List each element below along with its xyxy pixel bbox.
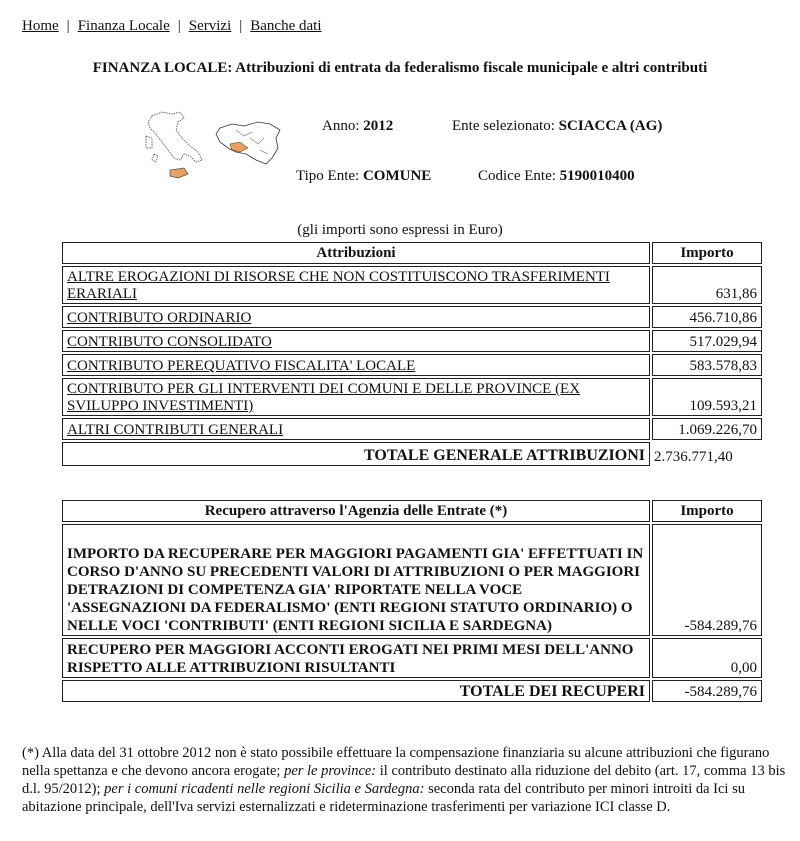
attribuzione-link[interactable]: ALTRE EROGAZIONI DI RISORSE CHE NON COSTITUISCONO TRASFERIMENTI ERARIALI [67, 269, 610, 302]
table-row [62, 638, 762, 678]
table-row [62, 378, 762, 416]
header-recupero: Recupero attraverso l'Agenzia delle Entrate (*) [62, 500, 650, 522]
table-row [62, 306, 762, 328]
attribuzione-link[interactable]: CONTRIBUTO PEREQUATIVO FISCALITA' LOCALE [67, 358, 416, 374]
amount-cell: 109.593,21 [652, 378, 762, 416]
header-importo: Importo [652, 242, 762, 264]
nav-home-link[interactable]: Home [22, 18, 59, 34]
total-amount: -584.289,76 [652, 680, 762, 702]
header-attribuzioni: Attribuzioni [62, 242, 650, 264]
italy-map-icon [146, 112, 202, 162]
total-label: TOTALE GENERALE ATTRIBUZIONI [62, 442, 650, 466]
total-label: TOTALE DEI RECUPERI [62, 680, 650, 702]
sicily-map-icon [216, 122, 280, 164]
nav-separator: | [66, 18, 70, 34]
nav-separator: | [177, 18, 181, 34]
region-maps [140, 108, 285, 188]
anno-info [322, 118, 393, 135]
nav-banche-dati-link[interactable]: Banche dati [250, 18, 322, 34]
footnote-part3: seconda rata del contributo per minori introiti da Ici su abitazione principale, dell'Iva servizi esternalizzati e rideterminazione trasferimenti per variazione ICI classe D. [22, 781, 745, 815]
recuperi-table [60, 498, 764, 704]
anno-label: Anno: [322, 118, 360, 134]
ente-label: Ente selezionato: [452, 118, 555, 134]
table-row [62, 330, 762, 352]
footnote-italic2: per i comuni ricadenti nelle regioni Sicilia e Sardegna: [104, 781, 425, 797]
table-header-row [62, 242, 762, 264]
codice-label: Codice Ente: [478, 168, 556, 184]
anno-value: 2012 [363, 118, 394, 134]
attribuzione-link[interactable]: CONTRIBUTO CONSOLIDATO [67, 334, 272, 350]
footnote-part2: il contributo destinato alla riduzione del debito (art. 17, comma 13 bis d.l. 95/2012); [22, 763, 786, 797]
table-row [62, 418, 762, 440]
tipo-value: COMUNE [362, 168, 432, 184]
total-row [62, 442, 762, 466]
tipo-label: Tipo Ente: [296, 168, 360, 184]
amount-cell: 517.029,94 [652, 330, 762, 352]
amount-cell: -584.289,76 [652, 524, 762, 636]
recupero-desc: IMPORTO DA RECUPERARE PER MAGGIORI PAGAMENTI GIA' EFFETTUATI IN CORSO D'ANNO SU PRECEDENTI VALORI DI ATTRIBUZIONI O PER MAGGIORI DETRAZIONI DI COMPETENZA GIA' RIPORTATE NELLA VOCE 'ASSEGNAZIONI DA FEDERALISMO' (ENTI REGIONI STATUTO ORDINARIO) O NELLE VOCI 'CONTRIBUTI' (ENTI REGIONI SICILIA E SARDEGNA) [62, 524, 650, 636]
attribuzione-link[interactable]: CONTRIBUTO PER GLI INTERVENTI DEI COMUNI E DELLE PROVINCE (EX SVILUPPO INVESTIMENTI) [67, 381, 581, 414]
amount-cell: 456.710,86 [652, 306, 762, 328]
top-nav [22, 18, 322, 35]
tipo-info [296, 168, 431, 185]
amount-cell: 1.069.226,70 [652, 418, 762, 440]
codice-info [478, 168, 635, 185]
page-title: FINANZA LOCALE: Attribuzioni di entrata da federalismo fiscale municipale e altri contributi [92, 60, 708, 76]
header-importo: Importo [652, 500, 762, 522]
attribuzioni-table [60, 240, 764, 468]
amount-cell: 631,86 [652, 266, 762, 304]
total-amount: 2.736.771,40 [654, 449, 733, 465]
attribuzione-link[interactable]: CONTRIBUTO ORDINARIO [67, 310, 252, 326]
footnote [22, 744, 792, 816]
ente-info [452, 118, 662, 135]
table-row [62, 524, 762, 636]
footnote-italic1: per le province: [284, 763, 377, 779]
nav-finanza-locale-link[interactable]: Finanza Locale [77, 18, 170, 34]
nav-servizi-link[interactable]: Servizi [188, 18, 232, 34]
attribuzione-link[interactable]: ALTRI CONTRIBUTI GENERALI [67, 422, 284, 438]
table-row [62, 354, 762, 376]
recupero-desc: RECUPERO PER MAGGIORI ACCONTI EROGATI NEI PRIMI MESI DELL'ANNO RISPETTO ALLE ATTRIBUZIONI RISULTANTI [62, 638, 650, 678]
euro-note: (gli importi sono espressi in Euro) [297, 222, 503, 238]
footnote-part1: (*) Alla data del 31 ottobre 2012 non è stato possibile effettuare la compensazione finanziaria su alcune attribuzioni che figurano nella spettanza e che devono ancora erogate; [22, 745, 770, 779]
sicily-highlight-icon [170, 168, 188, 178]
codice-value: 5190010400 [559, 168, 635, 184]
table-row [62, 266, 762, 304]
ente-value: SCIACCA (AG) [558, 118, 663, 134]
table-header-row [62, 500, 762, 522]
amount-cell: 583.578,83 [652, 354, 762, 376]
nav-separator: | [239, 18, 243, 34]
amount-cell: 0,00 [652, 638, 762, 678]
total-row [62, 680, 762, 702]
